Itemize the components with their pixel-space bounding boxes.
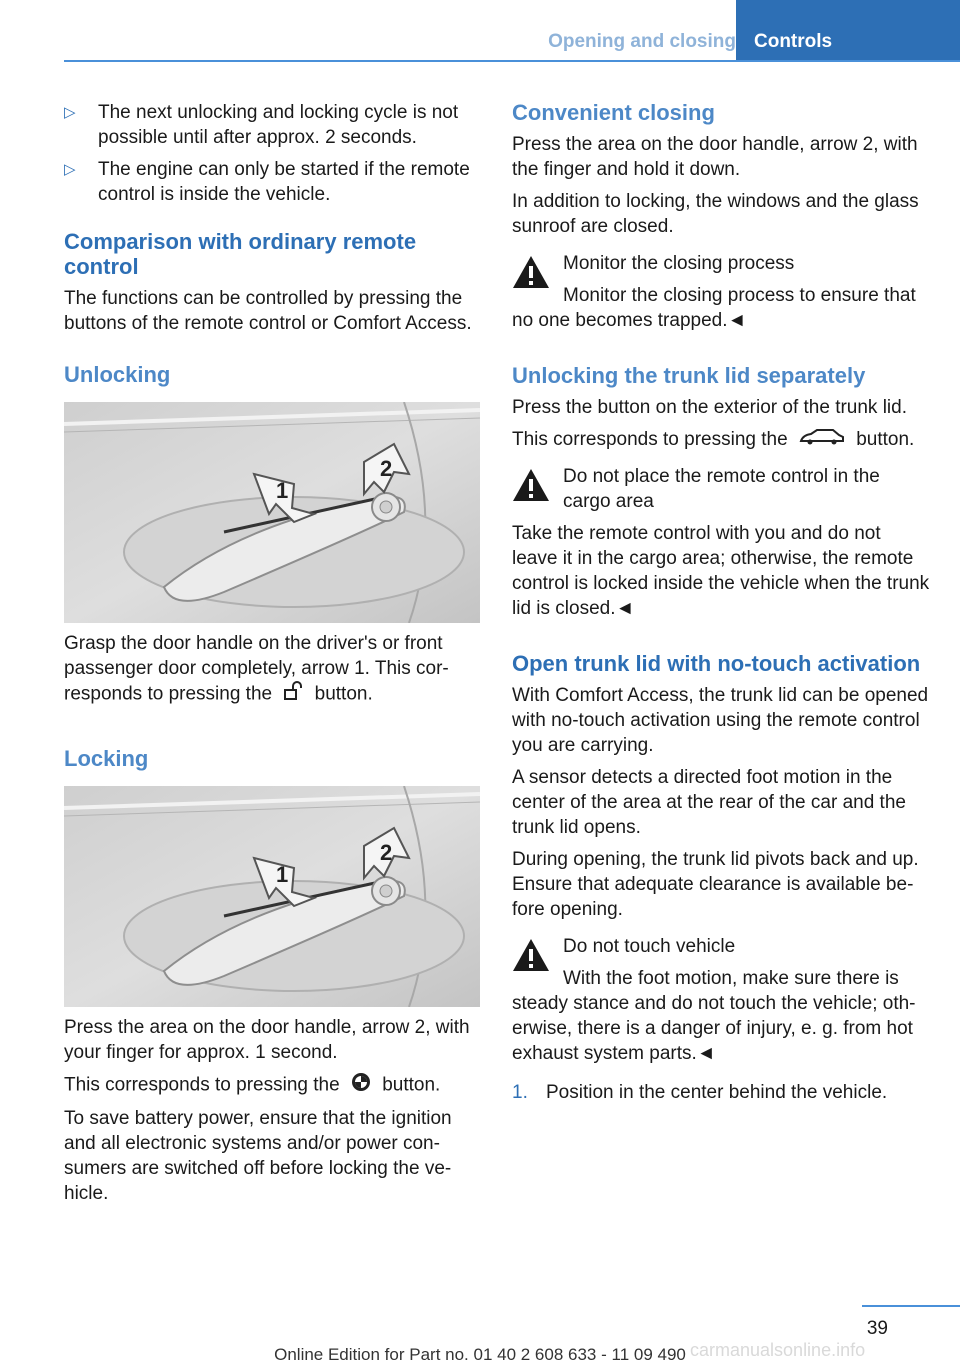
- locking-text-3: To save battery power, ensure that the ignition and all electronic systems and/or power consumers are switched off before locking the vehicle.: [64, 1108, 452, 1204]
- page-number: 39: [866, 1318, 888, 1339]
- warning-title: Do not place the remote control in the cargo area: [563, 466, 880, 513]
- convenient-closing-heading: Convenient closing: [512, 100, 715, 125]
- warning-icon: [512, 938, 550, 977]
- warning-block: [512, 934, 930, 1066]
- convenient-text-1: Press the area on the door handle, arrow 2, with the finger and hold it down.: [512, 134, 918, 180]
- unlocking-figure: [64, 402, 480, 623]
- arrow-1-label: 1: [276, 478, 289, 503]
- step-number: 1.: [512, 1082, 528, 1104]
- door-handle-image: [64, 402, 480, 623]
- warning-text: With the foot motion, make sure there is steady stance and do not touch the vehicle; otherwise, there is a danger of injury, e. g. from hot exhaust system parts.◄: [512, 968, 916, 1065]
- warning-block: [512, 251, 930, 333]
- triangle-bullet-icon: ▷: [64, 104, 76, 121]
- unlock-icon: [283, 681, 303, 708]
- unlocking-text: Grasp the door handle on the driver's or front passenger door completely, arrow 1. This corresponds to pressing the button.: [64, 631, 482, 708]
- trunk-text-2: This corresponds to pressing the button.: [512, 427, 930, 452]
- locking-text-1: Press the area on the door handle, arrow 2, with your finger for approx. 1 second.: [64, 1017, 470, 1063]
- warning-block: [512, 464, 930, 621]
- door-handle-image: [64, 786, 480, 1007]
- comparison-text: The functions can be controlled by pressing the buttons of the remote control or Comfort Access.: [64, 288, 472, 334]
- no-touch-heading: Open trunk lid with no-touch activation: [512, 651, 921, 677]
- trunk-icon: [799, 427, 845, 452]
- watermark: carmanualsonline.info: [690, 1340, 866, 1360]
- warning-text: Take the remote control with you and do not leave it in the cargo area; otherwise, the remote control is locked inside the vehicle when the trunk lid is closed.◄: [512, 523, 930, 620]
- locking-figure: [64, 786, 480, 1007]
- page-header: [0, 0, 960, 62]
- list-item: ▷ The next unlocking and locking cycle is not possible until after approx. 2 seconds.: [64, 102, 459, 148]
- list-item: ▷ The engine can only be started if the remote control is inside the vehicle.: [64, 159, 470, 205]
- tab-controls[interactable]: Controls: [736, 0, 960, 62]
- warning-title: Do not touch vehicle: [563, 936, 736, 958]
- no-touch-text-1: With Comfort Access, the trunk lid can be opened with no-touch activation using the remote control you are carrying.: [512, 685, 929, 757]
- arrow-1-label: 1: [276, 862, 289, 887]
- arrow-2-label: 2: [380, 840, 393, 865]
- trunk-unlock-heading: Unlocking the trunk lid separately: [512, 363, 866, 388]
- locking-heading: Locking: [64, 746, 149, 771]
- left-column: [64, 100, 482, 1206]
- warning-title: Monitor the closing process: [563, 253, 795, 274]
- bmw-logo-icon: [351, 1072, 371, 1099]
- triangle-bullet-icon: ▷: [64, 161, 76, 178]
- arrow-2-label: 2: [380, 456, 393, 481]
- no-touch-text-3: During opening, the trunk lid pivots back and up. Ensure that adequate clearance is available before opening.: [512, 849, 919, 921]
- warning-icon: [512, 255, 550, 294]
- header-divider: [64, 60, 960, 62]
- warning-icon: [512, 468, 550, 507]
- unlocking-heading: Unlocking: [64, 362, 171, 387]
- list-item: [512, 1080, 930, 1105]
- step-text: Position in the center behind the vehicle.: [546, 1082, 888, 1104]
- footer-divider: [862, 1305, 960, 1307]
- edition-footer: Online Edition for Part no. 01 40 2 608 633 - 11 09 490: [274, 1345, 686, 1364]
- section-title: Opening and closing: [548, 31, 736, 52]
- warning-text: Monitor the closing process to ensure that no one becomes trapped.◄: [512, 285, 916, 331]
- trunk-text-1: Press the button on the exterior of the trunk lid.: [512, 397, 908, 418]
- convenient-text-2: In addition to locking, the windows and the glass sunroof are closed.: [512, 191, 919, 237]
- no-touch-text-2: A sensor detects a directed foot motion in the center of the area at the rear of the car and the trunk lid opens.: [512, 767, 906, 839]
- comparison-heading: Comparison with ordinary remote control: [64, 229, 417, 279]
- locking-text-2: This corresponds to pressing the button.: [64, 1072, 482, 1099]
- right-column: [512, 100, 930, 1105]
